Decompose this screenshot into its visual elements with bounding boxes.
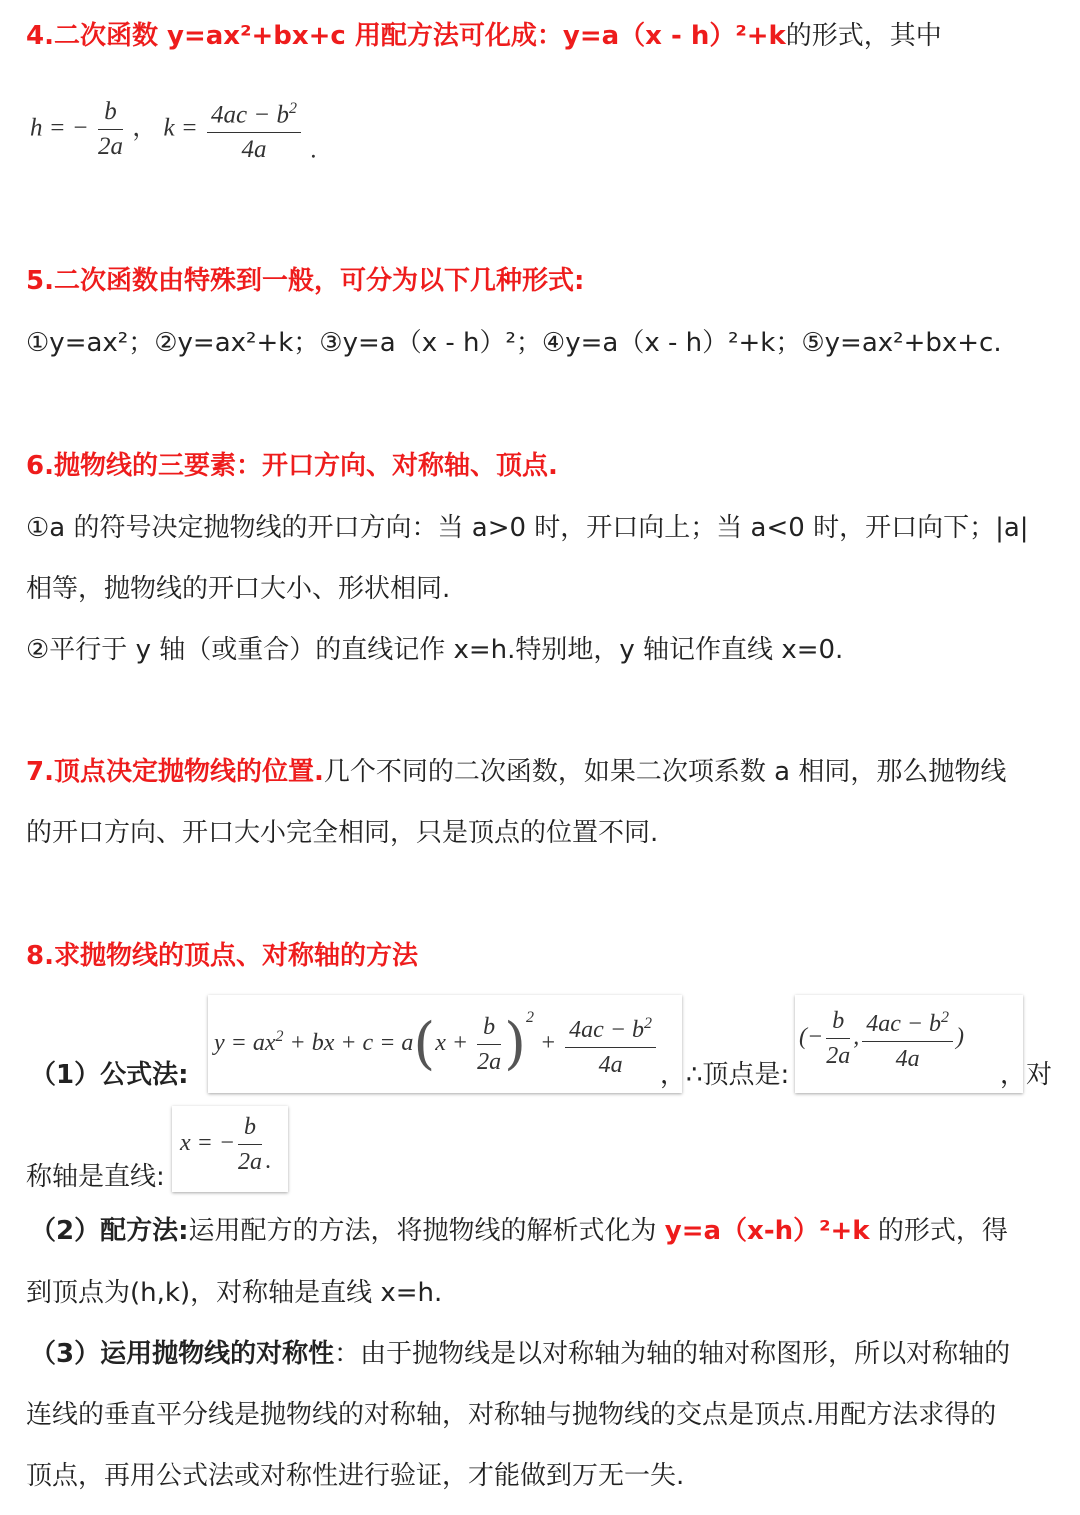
formula-box-axis: [172, 1106, 288, 1192]
section-5-forms: ①y=ax²；②y=ax²+k；③y=a（x - h）²；④y=a（x - h）²+k；⑤y=ax²+bx+c.: [26, 328, 1002, 358]
h-fraction: [98, 95, 123, 164]
method-3-line3: 顶点，再用公式法或对称性进行验证，才能做到万无一失.: [26, 1461, 685, 1491]
section-5-heading: 5.二次函数由特殊到一般，可分为以下几种形式:: [26, 266, 585, 296]
section-7-line2: 的开口方向、开口大小完全相同，只是顶点的位置不同.: [26, 818, 659, 848]
section-4-tail: 的形式，其中: [785, 21, 942, 51]
4ac-numerator: $4ac - b^2$: [565, 1007, 656, 1048]
x-plus: x +: [435, 1030, 469, 1056]
section-4-heading: 4.二次函数 y=ax²+bx+c 用配方法可化成：y=a（x - h）²+k: [26, 21, 786, 51]
section-7-text: 几个不同的二次函数，如果二次项系数 a 相同，那么抛物线: [323, 757, 1007, 787]
method-2-tail: 的形式，得: [877, 1216, 1008, 1246]
method-3-text: ：由于抛物线是以对称轴为轴的轴对称图形，所以对称轴的: [334, 1339, 1011, 1369]
axis-period: .: [265, 1148, 272, 1175]
section-6-p1-line1: ①a 的符号决定抛物线的开口方向：当 a>0 时，开口向上；当 a<0 时，开口向下；|a|: [26, 513, 1029, 543]
formula-box-vertex: [795, 995, 1023, 1093]
section-6-heading: 6.抛物线的三要素：开口方向、对称轴、顶点.: [26, 451, 558, 481]
section-8-heading: 8.求抛物线的顶点、对称轴的方法: [26, 941, 418, 971]
k-numerator: $4ac - b^2$: [207, 92, 301, 133]
formula-box-general: [208, 995, 682, 1093]
vertex-close: ): [956, 1024, 965, 1051]
method-2-line2: 到顶点为(h,k)，对称轴是直线 x=h.: [26, 1278, 443, 1308]
4ac-fraction: [565, 1007, 656, 1082]
vertex-tail: ，对: [1000, 1060, 1053, 1090]
k-lhs: k =: [163, 114, 198, 142]
outer-exponent: 2: [525, 1009, 534, 1026]
axis-label: 称轴是直线:: [26, 1162, 165, 1192]
close-paren: ): [504, 1011, 526, 1077]
axis-formula: [180, 1110, 271, 1179]
h-numerator: b: [98, 95, 123, 130]
b-over-2a-fraction: [477, 1010, 501, 1079]
4a-denominator: 4a: [598, 1051, 623, 1078]
h-lhs: h = −: [30, 114, 89, 142]
vertex-formula: [799, 1001, 964, 1076]
hk-formula: [30, 92, 316, 185]
open-paren: (: [413, 1011, 436, 1077]
section-6-p2: ②平行于 y 轴（或重合）的直线记作 x=h.特别地，y 轴记作直线 x=0.: [26, 635, 844, 665]
k-fraction: [207, 92, 301, 167]
vertex-fraction-1: $\frac{b}{2a}$: [826, 1004, 850, 1073]
method-2-label: （2）配方法:: [30, 1216, 189, 1246]
b-numerator: b: [477, 1010, 501, 1045]
hk-period: .: [310, 136, 317, 164]
general-formula: [214, 1001, 659, 1082]
section-6-p1-line2: 相等，抛物线的开口大小、形状相同.: [26, 574, 451, 604]
2a-denominator: 2a: [477, 1048, 502, 1075]
hk-separator: ，: [132, 114, 158, 142]
section-4-line: [26, 18, 942, 54]
method-2-line1: [30, 1213, 1008, 1249]
vertex-separator: ,: [853, 1024, 860, 1051]
method-3-line2: 连线的垂直平分线是抛物线的对称轴，对称轴与抛物线的交点是顶点.用配方法求得的: [26, 1400, 997, 1430]
plus-sign: +: [539, 1030, 557, 1056]
k-denominator: 4a: [241, 136, 267, 164]
axis-lhs: x = −: [180, 1130, 236, 1157]
therefore-text: ，∴顶点是:: [660, 1060, 790, 1090]
general-formula-lhs: $y = ax^2$ + bx + c = a: [214, 1028, 414, 1056]
section-7-line1: [26, 754, 1006, 790]
vertex-open: (−: [799, 1024, 824, 1051]
method-2-text: 运用配方的方法，将抛物线的解析式化为: [188, 1216, 657, 1246]
method-2-formula: y=a（x-h）²+k: [664, 1216, 870, 1246]
method-1-label: （1）公式法:: [30, 1060, 189, 1090]
axis-fraction: $\frac{b}{2a}$: [238, 1110, 262, 1179]
method-3-line1: [30, 1336, 1010, 1372]
section-7-heading: 7.顶点决定抛物线的位置.: [26, 757, 324, 787]
vertex-fraction-2: $\frac{4ac - b^2}{4a}$: [862, 1001, 953, 1076]
h-denominator: 2a: [98, 133, 123, 161]
method-3-label: （3）运用抛物线的对称性: [30, 1339, 335, 1369]
